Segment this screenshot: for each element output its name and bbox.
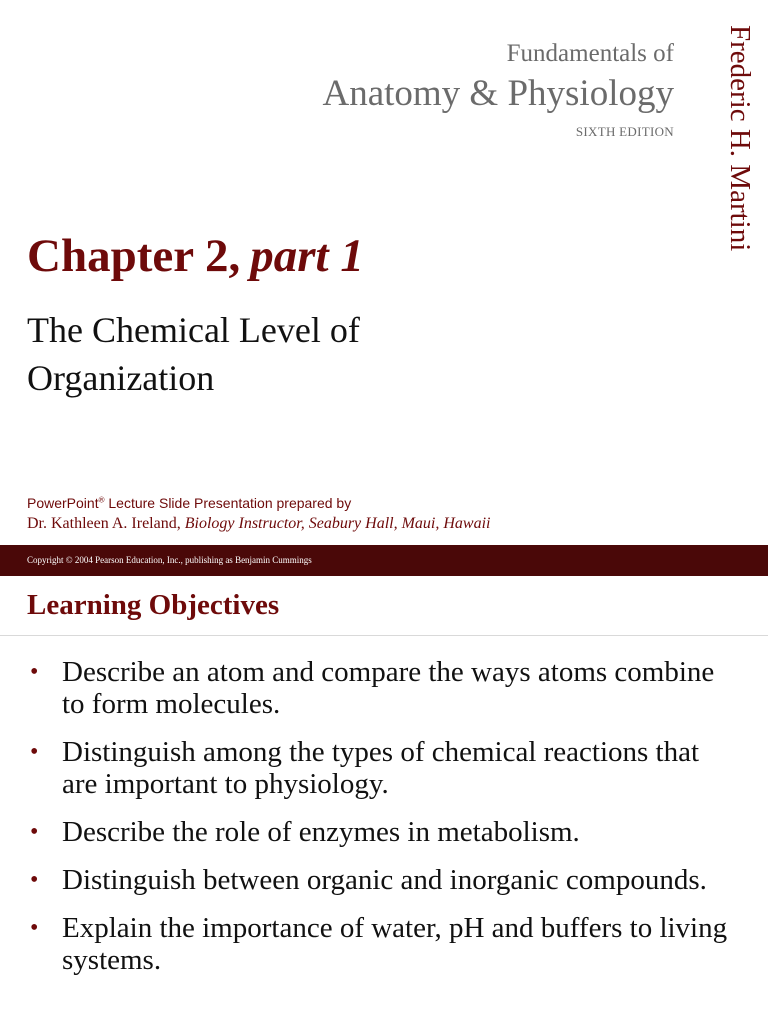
slide-title: Learning Objectives	[27, 589, 280, 621]
bullet-icon: •	[30, 659, 39, 685]
objectives-list	[0, 656, 768, 992]
subtitle-line-1: The Chemical Level of	[27, 310, 360, 350]
bullet-icon: •	[30, 867, 39, 893]
copyright-bar	[0, 545, 768, 576]
objective-text: Describe the role of enzymes in metabolism.	[62, 816, 580, 848]
preparer-credit	[27, 515, 491, 533]
bullet-icon: •	[30, 915, 39, 941]
bullet-icon: •	[30, 739, 39, 765]
credit-powerpoint: PowerPoint	[27, 495, 99, 511]
list-item	[0, 736, 768, 800]
bullet-icon: •	[30, 819, 39, 845]
learning-objectives-slide	[0, 576, 768, 1024]
objective-text: Distinguish between organic and inorganic compounds.	[62, 864, 707, 896]
list-item	[0, 864, 768, 896]
title-divider	[0, 635, 768, 636]
copyright-text: Copyright © 2004 Pearson Education, Inc., publishing as Benjamin Cummings	[27, 555, 312, 565]
author-name: Frederic H. Martini	[724, 25, 756, 252]
objective-text: Explain the importance of water, pH and buffers to living systems.	[62, 912, 728, 976]
chapter-heading	[27, 229, 364, 283]
presentation-credit	[27, 495, 351, 511]
subtitle-line-2: Organization	[27, 358, 215, 398]
preparer-role: Biology Instructor, Seabury Hall, Maui, Hawaii	[184, 515, 491, 532]
edition-label: SIXTH EDITION	[575, 124, 674, 139]
book-title: Anatomy & Physiology	[322, 73, 674, 114]
chapter-part: part 1	[250, 230, 364, 282]
list-item	[0, 656, 768, 720]
credit-prepared-by: Lecture Slide Presentation prepared by	[104, 495, 352, 511]
preparer-name: Dr. Kathleen A. Ireland,	[27, 515, 181, 532]
list-item	[0, 816, 768, 848]
objective-text: Distinguish among the types of chemical reactions that are important to physiology.	[62, 736, 700, 800]
registered-mark: ®	[98, 495, 105, 505]
list-item	[0, 912, 768, 976]
objective-text: Describe an atom and compare the ways atoms combine to form molecules.	[62, 656, 715, 720]
chapter-subtitle	[27, 306, 467, 402]
book-subtitle: Fundamentals of	[506, 40, 674, 67]
chapter-number: Chapter 2,	[27, 230, 241, 282]
